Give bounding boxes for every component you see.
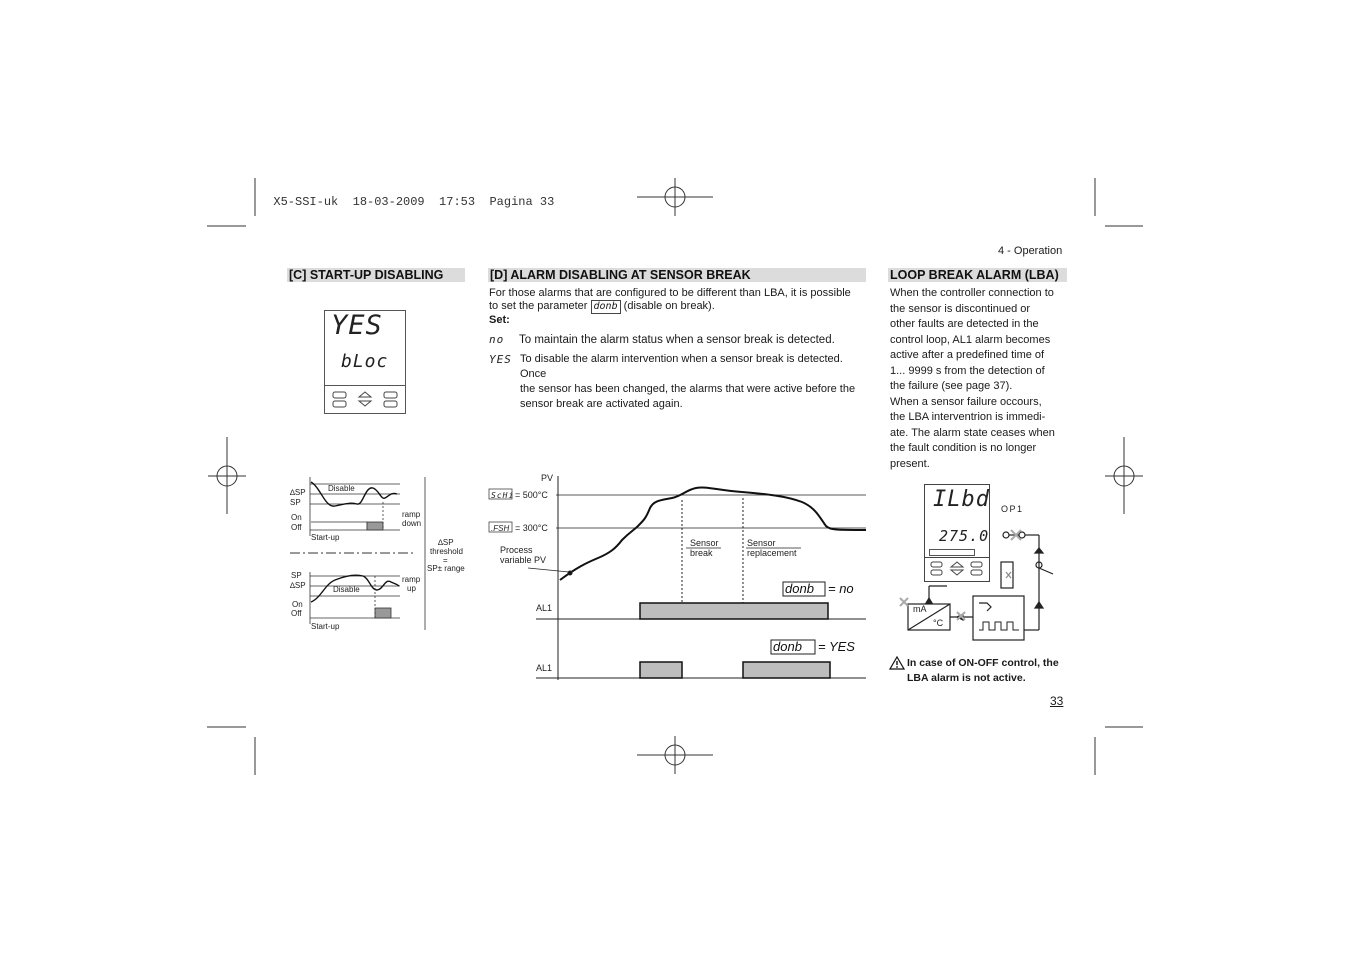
lba-line-10: ate. The alarm state ceases when: [890, 426, 1055, 439]
warning-icon: [889, 656, 905, 670]
scale-hi-value: = 500°C: [515, 490, 548, 500]
intro-line-2: to set the parameter donb (disable on break).: [489, 300, 715, 312]
lba-line-8: When a sensor failure occours,: [890, 395, 1042, 408]
donb-yes-code: donb: [773, 639, 802, 654]
option-yes: [489, 352, 869, 412]
chapter-header: 4 - Operation: [998, 245, 1063, 257]
warning-line-2: LBA alarm is not active.: [907, 672, 1026, 684]
scale-lo-code: .FSH: [491, 524, 510, 533]
c-bot-dsp: ∆SP: [290, 581, 306, 590]
al1-no-active: [640, 603, 828, 619]
c-top-off: Off: [291, 523, 302, 532]
sensor-repl-label-1: Sensor: [747, 538, 776, 548]
lba-line-11: the fault condition is no longer: [890, 442, 1037, 454]
arrow-down-icon: [359, 401, 371, 406]
process-label-1: Process: [500, 545, 533, 555]
pv-curve: [560, 487, 866, 580]
c-top-sp: SP: [290, 498, 301, 507]
al1-label-1: AL1: [536, 603, 553, 613]
c-side-3: =: [443, 556, 448, 565]
lba-line-9: the LBA interventrion is immedi-: [890, 411, 1046, 423]
c-top-disable: Disable: [328, 484, 355, 493]
c-side-1: ∆SP: [438, 538, 454, 547]
sensor-break-label-1: Sensor: [690, 538, 719, 548]
option-no-text: To maintain the alarm status when a sensor break is detected.: [519, 334, 835, 346]
al1-yes-active-1: [640, 662, 682, 678]
print-time: 17:53: [439, 195, 476, 209]
c-bot-sp: SP: [291, 571, 302, 580]
c-bot-off: Off: [291, 609, 302, 618]
controller-display-c: [324, 310, 406, 414]
ma-label: mA: [913, 604, 927, 614]
lba-line-5: active after a predefined time of: [890, 349, 1045, 361]
c-bot-up: up: [407, 584, 416, 593]
scale-lo-value: = 300°C: [515, 523, 548, 533]
option-yes-line-2: the sensor has been changed, the alarms that were active before the: [520, 383, 856, 395]
al1-label-2: AL1: [536, 663, 553, 673]
lba-line-12: present.: [890, 457, 930, 470]
option-no-code: no: [489, 333, 505, 346]
process-label-2: variable PV: [500, 555, 547, 565]
c-bot-startup: Start-up: [311, 622, 340, 631]
c-top-down: down: [402, 519, 422, 528]
c-side-2: threshold: [430, 547, 463, 556]
lba-line-2: the sensor is discontinued or: [890, 302, 1031, 315]
lba-warning: [889, 656, 1079, 686]
c-top-dsp: ∆SP: [290, 488, 306, 497]
param-donb: donb: [591, 300, 621, 314]
print-file: X5-SSI-uk: [273, 195, 339, 209]
display-screen: [325, 311, 405, 386]
section-d-title: [D] ALARM DISABLING AT SENSOR BREAK: [488, 268, 866, 282]
lba-description: [890, 286, 1075, 472]
c-top-startup: Start-up: [311, 533, 340, 542]
pv-label: PV: [541, 473, 554, 483]
c-top-on: On: [291, 513, 302, 522]
degc-label: °C: [933, 618, 944, 628]
sensor-break-chart: [486, 468, 870, 686]
option-no: [489, 333, 869, 346]
key-right: [384, 392, 397, 398]
c-bot-on: On: [292, 600, 303, 609]
section-d-intro: [489, 287, 869, 327]
lba-display-top: ILbd: [933, 487, 990, 512]
key-right-2: [384, 401, 397, 407]
display-keypad: [325, 386, 405, 413]
donb-no-value: = no: [828, 581, 854, 596]
display-bottom-value: bLoc: [341, 351, 389, 372]
op1-label: OP1: [1001, 504, 1024, 514]
al1-yes-active-2: [743, 662, 830, 678]
display-top-value: YES: [331, 310, 383, 341]
lba-wiring: [895, 490, 1070, 645]
lba-line-1: When the controller connection to: [890, 287, 1054, 299]
intro-line-1: For those alarms that are configured to be different than LBA, it is possible: [489, 287, 851, 299]
c-top-ramp: ramp: [402, 510, 421, 519]
key-left-2: [333, 401, 346, 407]
option-yes-line-3: sensor break are activated again.: [520, 398, 683, 410]
print-page-label: Pagina 33: [489, 195, 555, 209]
sensor-break-label-2: break: [690, 548, 713, 558]
option-yes-line-1: To disable the alarm intervention when a sensor break is detected. Once: [520, 353, 843, 380]
lba-line-6: 1... 9999 s from the detection of: [890, 364, 1045, 377]
key-left: [333, 392, 346, 398]
lba-line-4: control loop, AL1 alarm becomes: [890, 333, 1051, 346]
warning-line-1: In case of ON-OFF control, the: [907, 657, 1059, 669]
startup-diagram: [285, 472, 475, 634]
print-header: [259, 181, 554, 209]
section-lba-title: LOOP BREAK ALARM (LBA): [888, 268, 1067, 282]
c-bot-ramp: ramp: [402, 575, 421, 584]
c-bot-disable: Disable: [333, 585, 360, 594]
page-number: 33: [1050, 694, 1064, 708]
lba-line-3: other faults are detected in the: [890, 318, 1039, 330]
donb-yes-value: = YES: [818, 639, 855, 654]
sensor-repl-label-2: replacement: [747, 548, 797, 558]
scale-hi-code: ScHi: [491, 491, 515, 500]
section-c-title: [C] START-UP DISABLING: [287, 268, 465, 282]
arrow-up-icon: [359, 392, 371, 397]
option-yes-code: YES: [489, 353, 512, 366]
print-date: 18-03-2009: [352, 195, 425, 209]
lba-display-bottom: 275.0: [939, 527, 990, 545]
c-side-4: SP± range: [427, 564, 465, 573]
donb-no-code: donb: [785, 581, 814, 596]
lba-line-7: the failure (see page 37).: [890, 380, 1013, 392]
set-label: Set:: [489, 314, 510, 326]
